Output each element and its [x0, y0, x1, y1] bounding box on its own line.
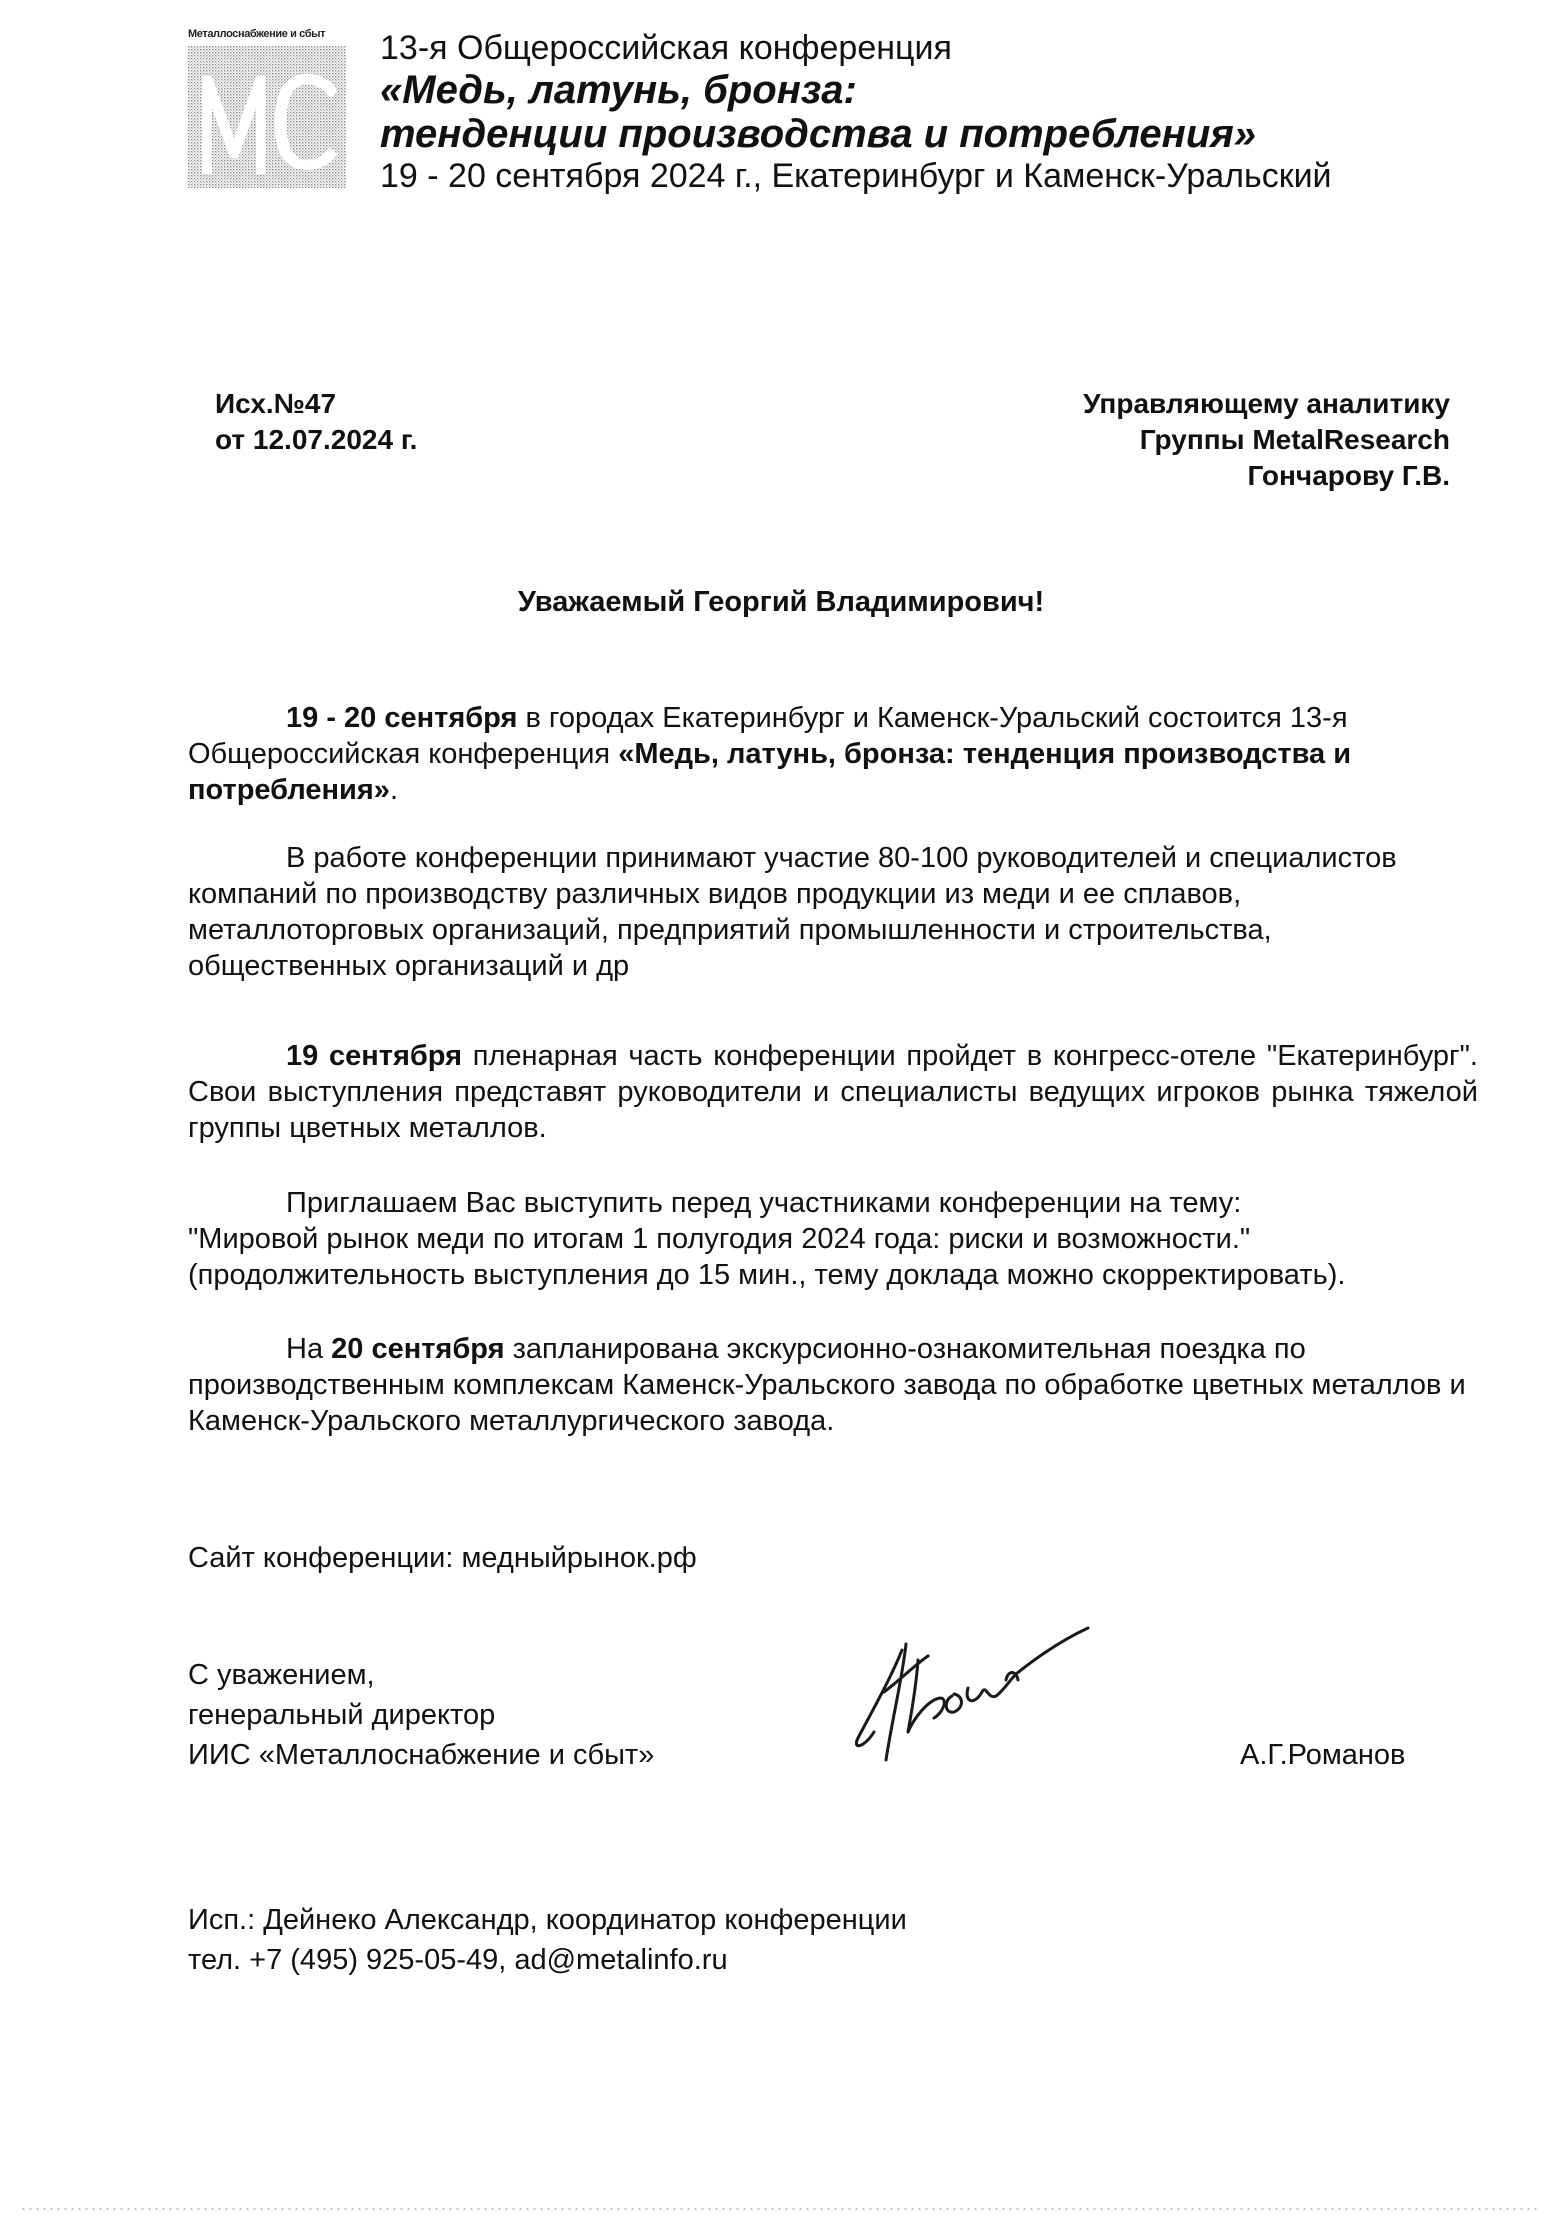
- closing-position: генеральный директор: [188, 1699, 496, 1731]
- conference-number: 13-я Общероссийская конференция: [380, 29, 952, 67]
- closing-block: [188, 1655, 654, 1775]
- p3-text: пленарная часть конференции пройдет в конгресс-отеле "Екатеринбург". Свои выступления представят руководители и специалисты ведущих игроков рынка тяжелой группы цветных металлов.: [188, 1040, 1478, 1144]
- addressee-name: Гончарову Г.В.: [1247, 460, 1450, 491]
- p1-dates: 19 - 20 сентября: [286, 702, 518, 734]
- scan-edge-dots: [20, 2208, 1540, 2210]
- executor-name: Исп.: Дейнеко Александр, координатор конференции: [188, 1904, 907, 1936]
- p5-date: 20 сентября: [331, 1333, 505, 1365]
- paragraph-1: [188, 700, 1478, 808]
- paragraph-4: [188, 1185, 1478, 1293]
- executor-block: [188, 1900, 907, 1980]
- conference-title-line1: «Медь, латунь, бронза:: [380, 68, 857, 112]
- conference-title-line2: тенденции производства и потребления»: [380, 112, 1257, 156]
- p4-invitation: Приглашаем Вас выступить перед участниками конференции на тему:: [286, 1187, 1242, 1219]
- p1-end: .: [389, 774, 398, 806]
- handwritten-signature: [840, 1620, 1110, 1770]
- outgoing-number: Исх.№47: [215, 388, 337, 419]
- p5-text-start: На: [286, 1333, 332, 1365]
- paragraph-3: [188, 1038, 1478, 1146]
- closing-regards: С уважением,: [188, 1659, 375, 1691]
- p2-text: В работе конференции принимают участие 80-100 руководителей и специалистов компаний по производству различных видов продукции из меди и ее сплавов, металлоторговых организаций, предприятий промышленности и строительства, общественных организаций и др: [188, 842, 1397, 982]
- conference-header: [380, 28, 1500, 196]
- outgoing-date: от 12.07.2024 г.: [215, 424, 418, 455]
- addressee-company: Группы MetalResearch: [1139, 424, 1450, 455]
- executor-contacts: тел. +7 (495) 925-05-49, ad@metalinfo.ru: [188, 1944, 728, 1976]
- conference-dates-place: 19 - 20 сентября 2024 г., Екатеринбург и Каменск-Уральский: [380, 157, 1332, 195]
- ms-monogram-icon: [188, 46, 346, 188]
- signer-name: А.Г.Романов: [1240, 1739, 1406, 1771]
- p1-text: в городах Екатеринбург и Каменск-Уральский состоится 13-я Общероссийская конференция: [188, 702, 1348, 770]
- company-logo: [188, 28, 346, 186]
- conference-site: Сайт конференции: медныйрынок.рф: [188, 1542, 697, 1574]
- outgoing-reference: [215, 386, 417, 458]
- paragraph-5: [188, 1331, 1478, 1439]
- addressee-position: Управляющему аналитику: [1083, 388, 1450, 419]
- p1-conference-title: «Медь, латунь, бронза: тенденция производства и потребления»: [188, 738, 1352, 806]
- closing-organization: ИИС «Металлоснабжение и сбыт»: [188, 1739, 655, 1771]
- addressee-block: [1083, 386, 1450, 494]
- p4-duration-note: (продолжительность выступления до 15 мин., тему доклада можно скорректировать).: [188, 1259, 1346, 1291]
- p5-text: запланирована экскурсионно-ознакомительная поездка по производственным комплексам Каменск-Уральского завода по обработке цветных металлов и Каменск-Уральского металлургического завода.: [188, 1333, 1466, 1437]
- logo-caption: Металлоснабжение и сбыт: [188, 28, 326, 40]
- salutation: Уважаемый Георгий Владимирович!: [517, 586, 1045, 618]
- p3-date: 19 сентября: [286, 1040, 463, 1072]
- paragraph-2: [188, 840, 1478, 984]
- p4-topic: "Мировой рынок меди по итогам 1 полугодия 2024 года: риски и возможности.": [188, 1223, 1251, 1255]
